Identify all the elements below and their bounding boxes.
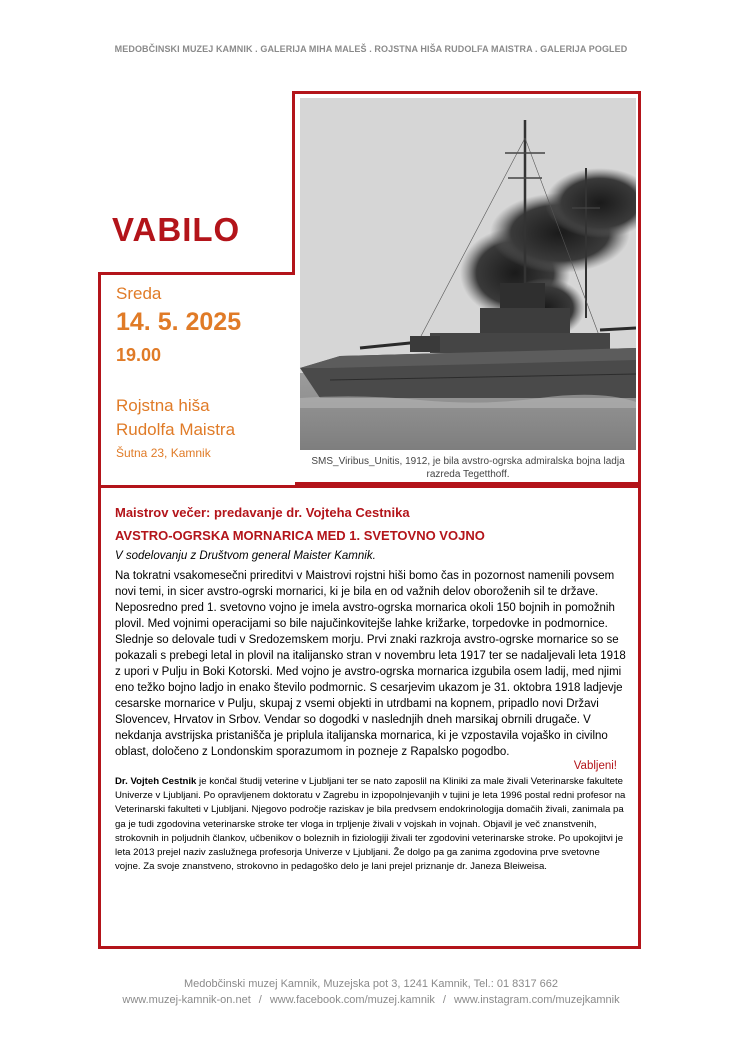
footer-address: Medobčinski muzej Kamnik, Muzejska pot 3, 1241 Kamnik, Tel.: 01 8317 662 bbox=[184, 978, 558, 990]
speaker-bio-text: je končal študij veterine v Ljubljani ter se nato zaposlil na Kliniki za male živali Veterinarske fakultete Univerze v Ljubljani. Po opravljenem doktoratu v Zagrebu in izpopolnjevanjih v tujini je leta 1996 postal redni profesor na Veterinarski fakulteti v Ljubljani. Njegovo področje raziskav je bila predvsem endokrinologija domačih živali, zanimala pa ga je tudi zgodovina veterinarske stroke ter vloga in trpljenje živali v vojskah in vojnah. Objavil je več znanstvenih, strokovnih in poljudnih člankov, učbenikov o boleznih in fiziologiji živali ter zgodovini veterinarske stroke. Po upokojitvi je leta 2013 prejel naziv zaslužnega profesorja Univerze v Ljubljani. Že dolgo pa ga zanima zgodovina prve svetovne vojne. Za svoje znanstveno, strokovno in pedagoško delo je lani prejel priznanje dr. Janeza Bleiweisa. bbox=[115, 776, 626, 873]
venue-line-2: Rudolfa Maistra bbox=[116, 420, 236, 439]
event-date: 14. 5. 2025 bbox=[116, 308, 242, 336]
speaker-bio bbox=[115, 775, 627, 874]
photo-caption: SMS_Viribus_Unitis, 1912, je bila avstro-ogrska admiralska bojna ladja razreda Tegetthoff. bbox=[311, 456, 625, 480]
facebook-link[interactable]: www.facebook.com/muzej.kamnik bbox=[269, 994, 435, 1006]
welcome-text: Vabljeni! bbox=[573, 760, 617, 772]
event-description-box bbox=[98, 485, 641, 949]
venue-address: Šutna 23, Kamnik bbox=[116, 446, 211, 460]
event-description-content bbox=[115, 504, 627, 874]
institutions-header: MEDOBČINSKI MUZEJ KAMNIK . GALERIJA MIHA MALEŠ . ROJSTNA HIŠA RUDOLFA MAISTRA . GALERIJA POGLED bbox=[114, 44, 628, 54]
website-link[interactable]: www.muzej-kamnik-on.net bbox=[122, 994, 251, 1006]
event-day: Sreda bbox=[116, 284, 162, 303]
venue-line-1: Rojstna hiša bbox=[116, 396, 210, 415]
speaker-name: Dr. Vojteh Cestnik bbox=[115, 776, 197, 787]
event-description: Na tokratni vsakomesečni prireditvi v Maistrovi rojstni hiši bomo čas in pozornost namenili povsem novi temi, in sicer avstro-ogrski mornarici, ki je bila en od važnih delov oboroženih sil te države. Neposredno pred 1. svetovno vojno je imela avstro-ogrska mornarica okoli 150 bojnih in pomožnih plovil. Med vojnimi operacijami so bile najučinkovitejše lahke križarke, torpedovke in podmornice. Slednje so delovale tudi v Sredozemskem morju. Prvi znaki razkroja avstro-ogrske mornarice so se pokazali s prebegi letal in plovil na italijansko stran v novembru leta 1917 ter se nadaljevali leta 1918 z upori v Pulju in Boki Kotorski. Med vojno je avstro-ogrska mornarica izgubila osem ladij, med njimi eno težko bojno ladjo in enako število podmornic. S cesarjevim ukazom je 31. oktobra 1918 ladjevje cesarske mornarice v Pulju, skupaj z vsemi objekti in utrdbami na kopnem, pripadlo novi Državi Slovencev, Hrvatov in Srbov. Vendar so dogodki v naslednjih dneh marsikaj obrnili drugače. V nekdanja avstrijska pristanišča je priplula italijanska mornarica, ki je vzpostavila vojaško in civilno oblast, določeno z Londonskim sporazumom in pozneje z Rapalsko pogodbo. bbox=[115, 570, 626, 758]
footer-links bbox=[0, 994, 742, 1006]
battleship-illustration bbox=[300, 98, 636, 450]
instagram-link[interactable]: www.instagram.com/muzejkamnik bbox=[453, 994, 620, 1006]
lecture-title: Maistrov večer: predavanje dr. Vojteha Cestnika bbox=[115, 505, 410, 520]
invitation-title: VABILO bbox=[112, 211, 241, 248]
footer-separator: / bbox=[442, 994, 446, 1006]
photo-frame bbox=[292, 91, 641, 485]
lecture-subtitle: AVSTRO-OGRSKA MORNARICA MED 1. SVETOVNO VOJNO bbox=[115, 528, 485, 543]
cooperation-note: V sodelovanju z Društvom general Maister Kamnik. bbox=[115, 550, 376, 562]
event-time: 19.00 bbox=[116, 345, 162, 365]
event-info-box bbox=[98, 272, 295, 487]
footer-separator: / bbox=[258, 994, 262, 1006]
battleship-photo bbox=[300, 98, 636, 450]
